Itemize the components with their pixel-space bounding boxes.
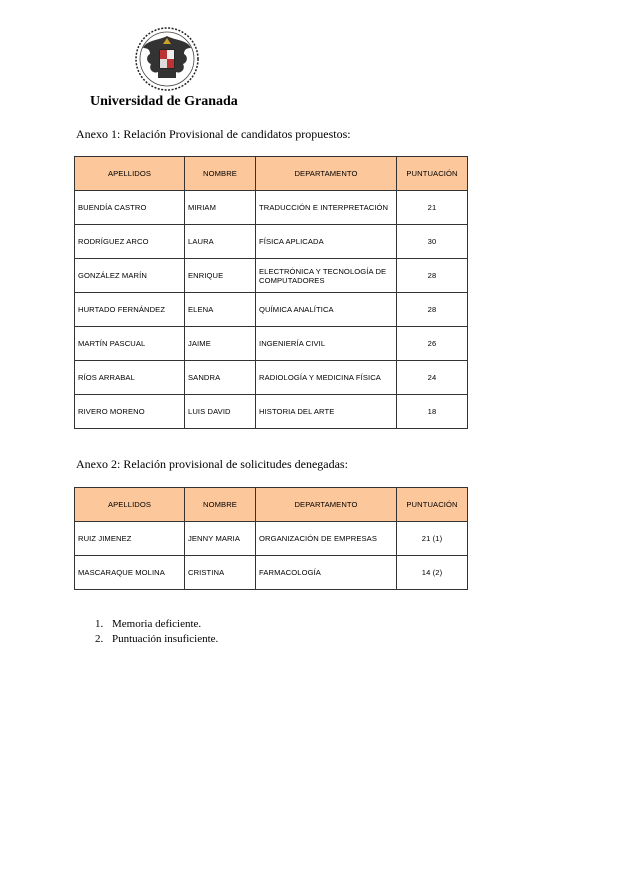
footnote-number: 2.	[95, 633, 104, 645]
cell-apellidos: BUENDÍA CASTRO	[75, 191, 185, 225]
cell-nombre: MIRIAM	[185, 191, 256, 225]
cell-apellidos: GONZÁLEZ MARÍN	[75, 259, 185, 293]
annex1-table	[74, 156, 468, 429]
university-name: Universidad de Granada	[90, 94, 238, 109]
cell-nombre: LUIS DAVID	[185, 395, 256, 429]
cell-departamento: TRADUCCIÓN E INTERPRETACIÓN	[256, 191, 397, 225]
annex2-table	[74, 487, 468, 590]
column-header-nombre: NOMBRE	[185, 488, 256, 522]
cell-nombre: ENRIQUE	[185, 259, 256, 293]
cell-apellidos: RÍOS ARRABAL	[75, 361, 185, 395]
table-row	[75, 225, 468, 259]
column-header-apellidos: APELLIDOS	[75, 488, 185, 522]
column-header-puntuacion: PUNTUACIÓN	[397, 488, 468, 522]
cell-apellidos: MARTÍN PASCUAL	[75, 327, 185, 361]
cell-departamento: QUÍMICA ANALÍTICA	[256, 293, 397, 327]
cell-nombre: LAURA	[185, 225, 256, 259]
cell-puntuacion: 21 (1)	[397, 522, 468, 556]
table-row	[75, 327, 468, 361]
cell-apellidos: HURTADO FERNÁNDEZ	[75, 293, 185, 327]
cell-nombre: JAIME	[185, 327, 256, 361]
cell-nombre: ELENA	[185, 293, 256, 327]
footnote-text: Memoria deficiente.	[112, 618, 202, 630]
table-row	[75, 522, 468, 556]
cell-departamento: INGENIERÍA CIVIL	[256, 327, 397, 361]
cell-puntuacion: 28	[397, 293, 468, 327]
cell-puntuacion: 21	[397, 191, 468, 225]
cell-apellidos: RUIZ JIMENEZ	[75, 522, 185, 556]
footnotes-list	[95, 617, 218, 647]
university-seal-logo	[134, 26, 200, 92]
table-row	[75, 361, 468, 395]
cell-departamento: FARMACOLOGÍA	[256, 556, 397, 590]
table-header-row	[75, 157, 468, 191]
cell-departamento: ELECTRÓNICA Y TECNOLOGÍA DE COMPUTADORES	[256, 259, 397, 293]
cell-puntuacion: 30	[397, 225, 468, 259]
column-header-nombre: NOMBRE	[185, 157, 256, 191]
cell-puntuacion: 18	[397, 395, 468, 429]
cell-nombre: CRISTINA	[185, 556, 256, 590]
cell-apellidos: RIVERO MORENO	[75, 395, 185, 429]
cell-apellidos: MASCARAQUE MOLINA	[75, 556, 185, 590]
table-row	[75, 259, 468, 293]
cell-departamento: RADIOLOGÍA Y MEDICINA FÍSICA	[256, 361, 397, 395]
cell-puntuacion: 26	[397, 327, 468, 361]
footnote-number: 1.	[95, 618, 104, 630]
column-header-puntuacion: PUNTUACIÓN	[397, 157, 468, 191]
cell-puntuacion: 24	[397, 361, 468, 395]
column-header-apellidos: APELLIDOS	[75, 157, 185, 191]
annex1-title: Anexo 1: Relación Provisional de candidatos propuestos:	[76, 127, 351, 141]
cell-departamento: HISTORIA DEL ARTE	[256, 395, 397, 429]
cell-apellidos: RODRÍGUEZ ARCO	[75, 225, 185, 259]
list-item	[95, 632, 218, 647]
cell-nombre: SANDRA	[185, 361, 256, 395]
table-row	[75, 556, 468, 590]
list-item	[95, 617, 218, 632]
column-header-departamento: DEPARTAMENTO	[256, 488, 397, 522]
footnote-text: Puntuación insuficiente.	[112, 633, 219, 645]
cell-puntuacion: 14 (2)	[397, 556, 468, 590]
table-row	[75, 191, 468, 225]
cell-departamento: ORGANIZACIÓN DE EMPRESAS	[256, 522, 397, 556]
cell-departamento: FÍSICA APLICADA	[256, 225, 397, 259]
cell-puntuacion: 28	[397, 259, 468, 293]
table-row	[75, 395, 468, 429]
annex2-title: Anexo 2: Relación provisional de solicitudes denegadas:	[76, 457, 348, 471]
cell-nombre: JENNY MARIA	[185, 522, 256, 556]
column-header-departamento: DEPARTAMENTO	[256, 157, 397, 191]
table-row	[75, 293, 468, 327]
table-header-row	[75, 488, 468, 522]
